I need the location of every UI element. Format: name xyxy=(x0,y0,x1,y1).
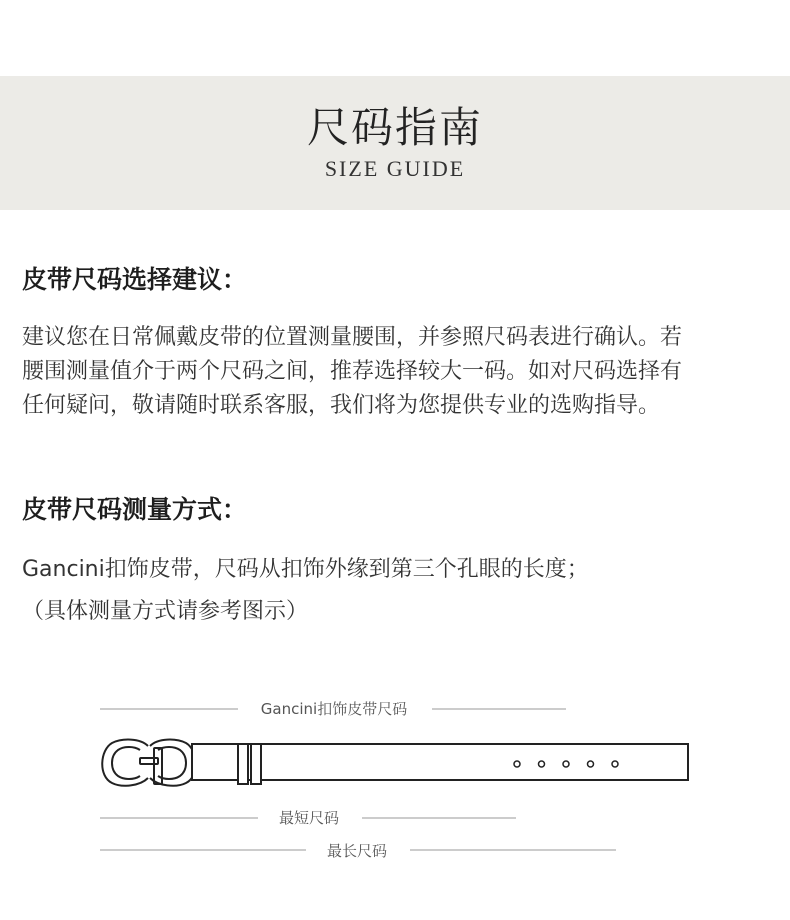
header-banner xyxy=(0,76,790,210)
section-paragraph-selection xyxy=(22,321,682,423)
label-shortest-size: 最短尺码 xyxy=(278,809,340,827)
belt-hole xyxy=(539,761,545,767)
gancini-buckle-icon xyxy=(102,740,196,786)
page-subtitle: SIZE GUIDE xyxy=(324,156,466,181)
belt-loop xyxy=(251,744,261,784)
page-title: 尺码指南 xyxy=(306,103,483,152)
paragraph-line: 任何疑问，敬请随时联系客服，我们将为您提供专业的选购指导。 xyxy=(22,393,661,418)
paragraph-line: 腰围测量值介于两个尺码之间，推荐选择较大一码。如对尺码选择有 xyxy=(22,359,683,384)
belt-hole xyxy=(588,761,594,767)
belt-loop xyxy=(238,744,248,784)
label-gancini-size: Gancini扣饰皮带尺码 xyxy=(260,700,408,718)
belt-hole xyxy=(612,761,618,767)
paragraph-line: （具体测量方式请参考图示） xyxy=(22,599,309,624)
section-heading-selection: 皮带尺码选择建议： xyxy=(22,265,248,294)
section-heading-measure: 皮带尺码测量方式： xyxy=(22,495,248,524)
label-longest-size: 最长尺码 xyxy=(326,842,388,860)
paragraph-line: Gancini扣饰皮带，尺码从扣饰外缘到第三个孔眼的长度； xyxy=(22,557,589,582)
belt-hole xyxy=(563,761,569,767)
section-paragraph-measure xyxy=(22,549,589,633)
belt-hole xyxy=(514,761,520,767)
belt-measure-diagram xyxy=(0,680,790,880)
paragraph-line: 建议您在日常佩戴皮带的位置测量腰围，并参照尺码表进行确认。若 xyxy=(22,325,683,350)
